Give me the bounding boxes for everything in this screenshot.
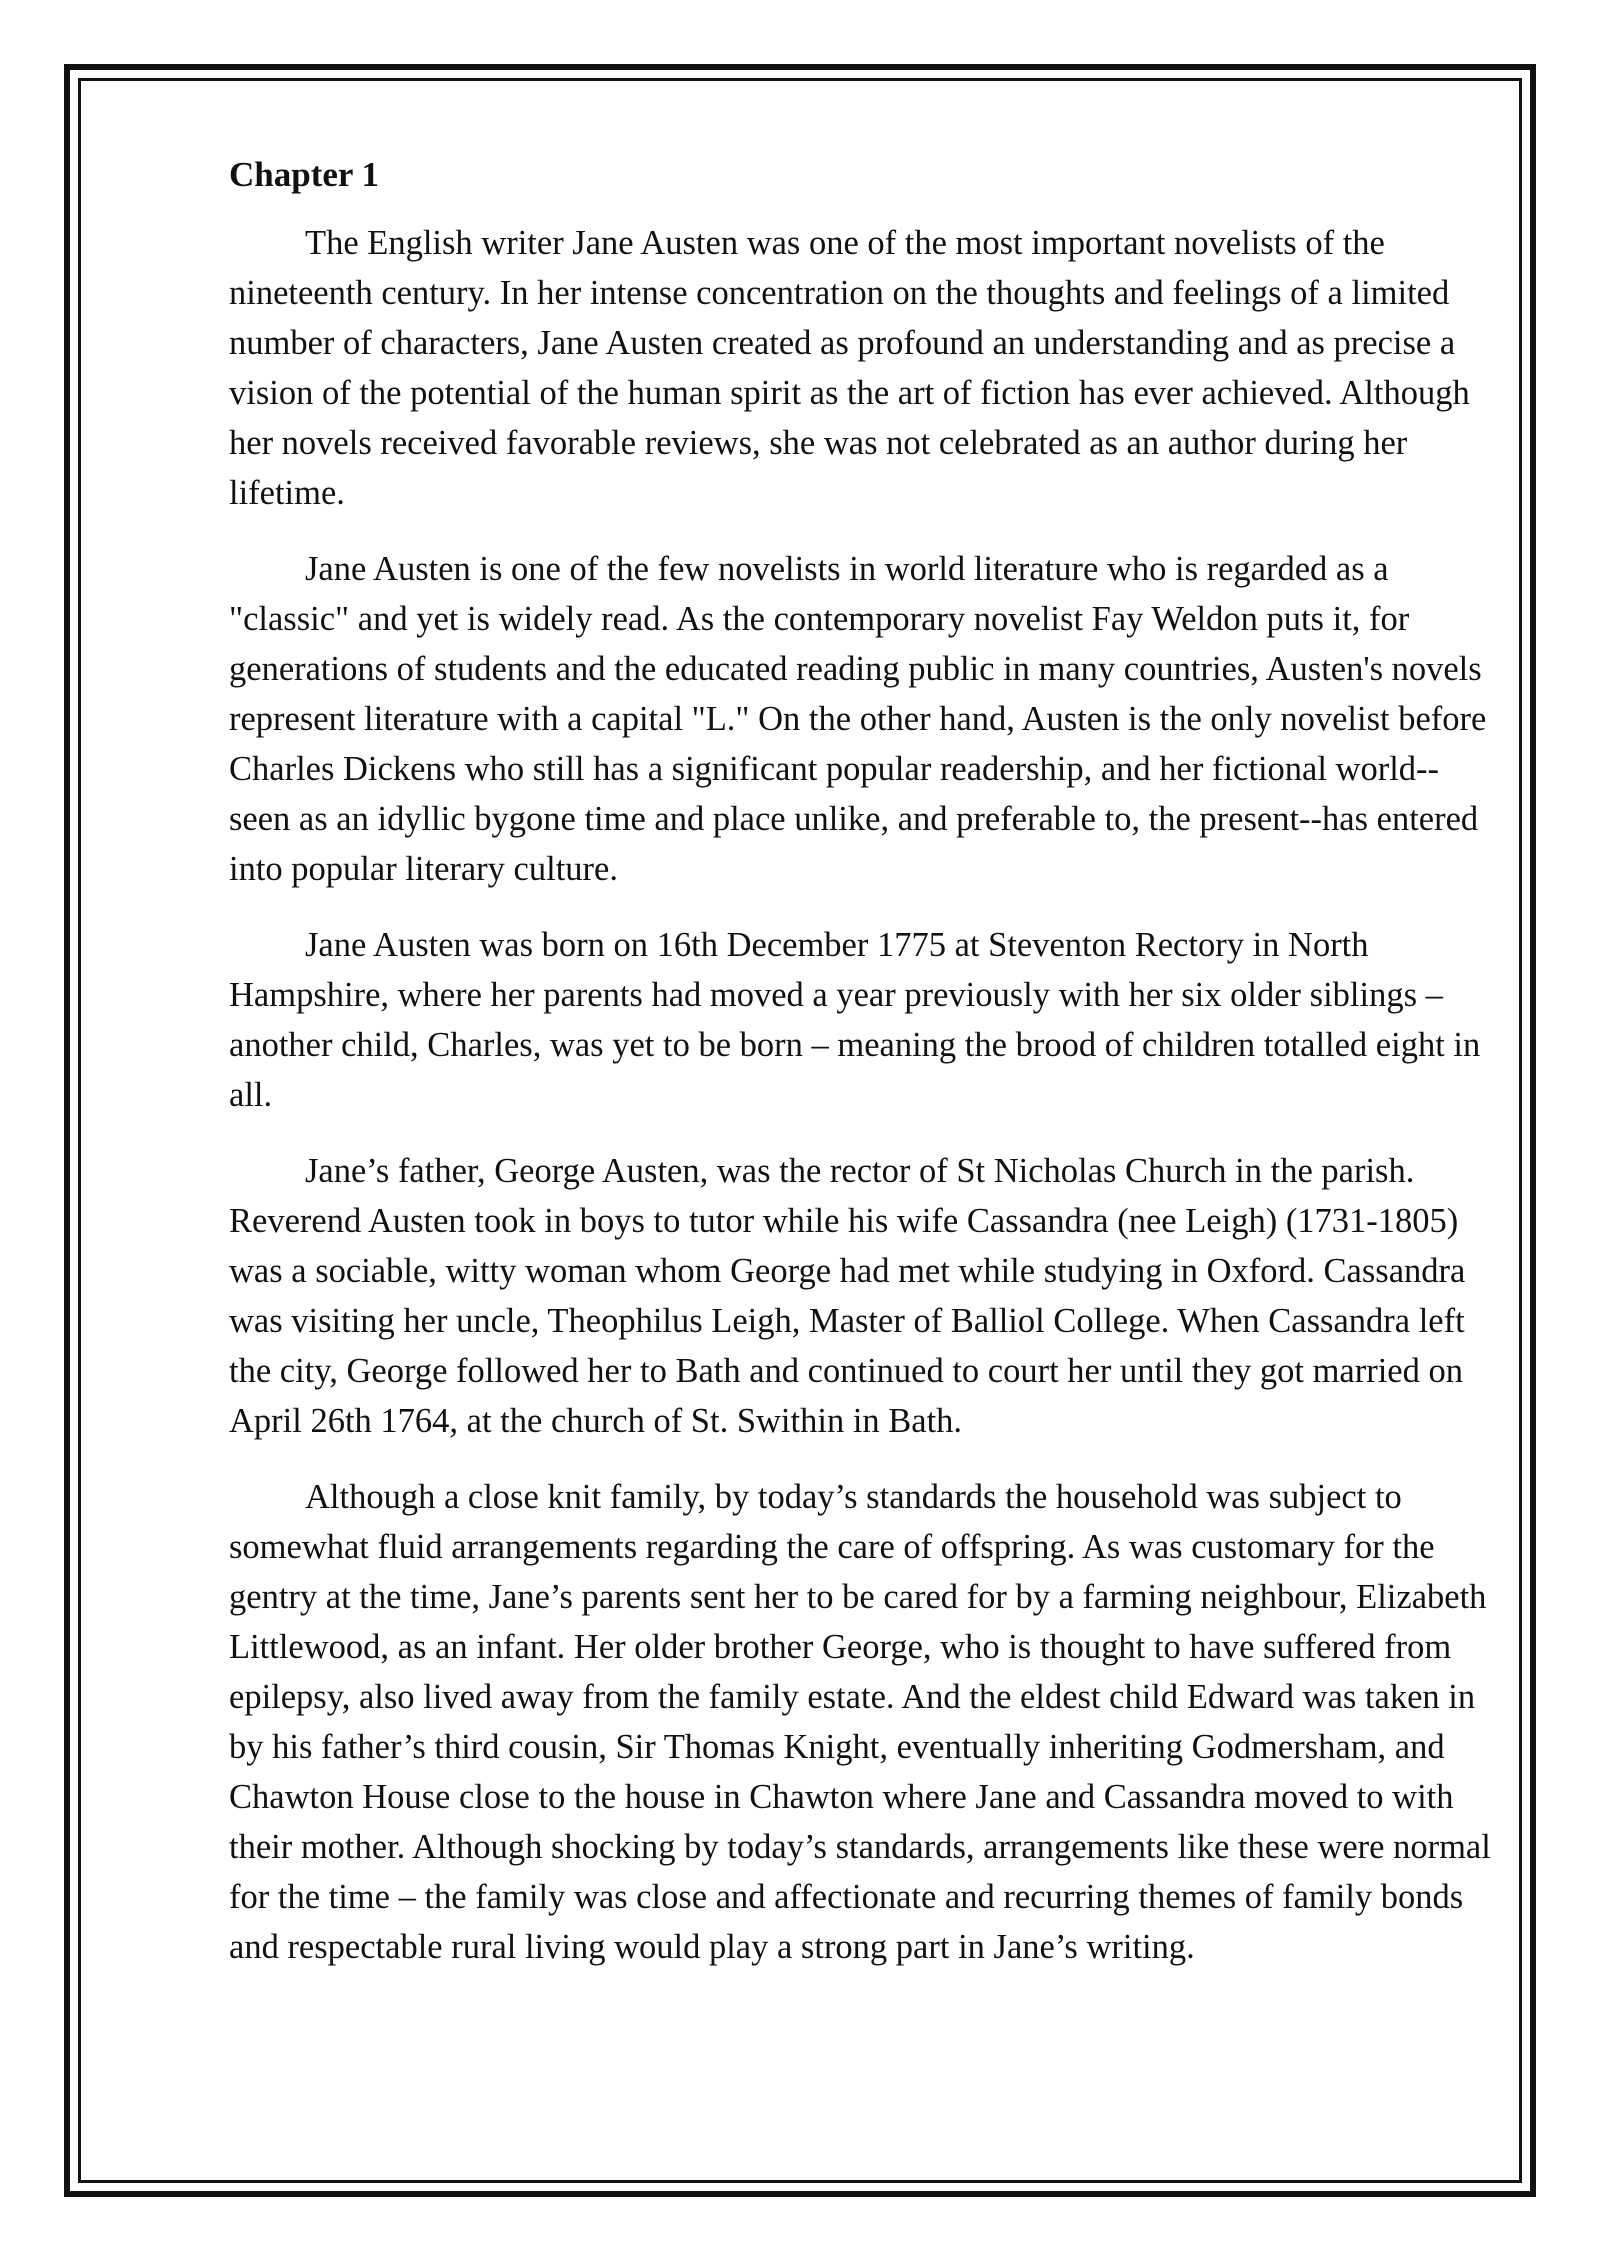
document-body [229,150,1495,1998]
paragraph-4: Jane’s father, George Austen, was the rector of St Nicholas Church in the parish. Reverend Austen took in boys to tutor while his wife Cassandra (nee Leigh) (1731-1805) was a sociable, witty woman whom George had met while studying in Oxford. Cassandra was visiting her uncle, Theophilus Leigh, Master of Balliol College. When Cassandra left the city, George followed her to Bath and continued to court her until they got married on April 26th 1764, at the church of St. Swithin in Bath. [229,1152,1466,1440]
paragraph-3: Jane Austen was born on 16th December 1775 at Steventon Rectory in North Hampshire, where her parents had moved a year previously with her six older siblings – another child, Charles, was yet to be born – meaning the brood of children totalled eight in all. [229,926,1481,1114]
chapter-heading: Chapter 1 [229,155,380,194]
paragraph-5: Although a close knit family, by today’s standards the household was subject to somewhat fluid arrangements regarding the care of offspring. As was customary for the gentry at the time, Jane’s parents sent her to be cared for by a farming neighbour, Elizabeth Littlewood, as an infant. Her older brother George, who is thought to have suffered from epilepsy, also lived away from the family estate. And the eldest child Edward was taken in by his father’s third cousin, Sir Thomas Knight, eventually inheriting Godmersham, and Chawton House close to the house in Chawton where Jane and Cassandra moved to with their mother. Although shocking by today’s standards, arrangements like these were normal for the time – the family was close and affectionate and recurring themes of family bonds and respectable rural living would play a strong part in Jane’s writing. [229,1478,1491,1966]
paragraph-1: The English writer Jane Austen was one of the most important novelists of the nineteenth century. In her intense concentration on the thoughts and feelings of a limited number of characters, Jane Austen created as profound an understanding and as precise a vision of the potential of the human spirit as the art of fiction has ever achieved. Although her novels received favorable reviews, she was not celebrated as an author during her lifetime. [229,224,1470,512]
paragraph-2: Jane Austen is one of the few novelists in world literature who is regarded as a "classic" and yet is widely read. As the contemporary novelist Fay Weldon puts it, for generations of students and the educated reading public in many countries, Austen's novels represent literature with a capital "L." On the other hand, Austen is the only novelist before Charles Dickens who still has a significant popular readership, and her fictional world--seen as an idyllic bygone time and place unlike, and preferable to, the present--has entered into popular literary culture. [229,550,1487,888]
